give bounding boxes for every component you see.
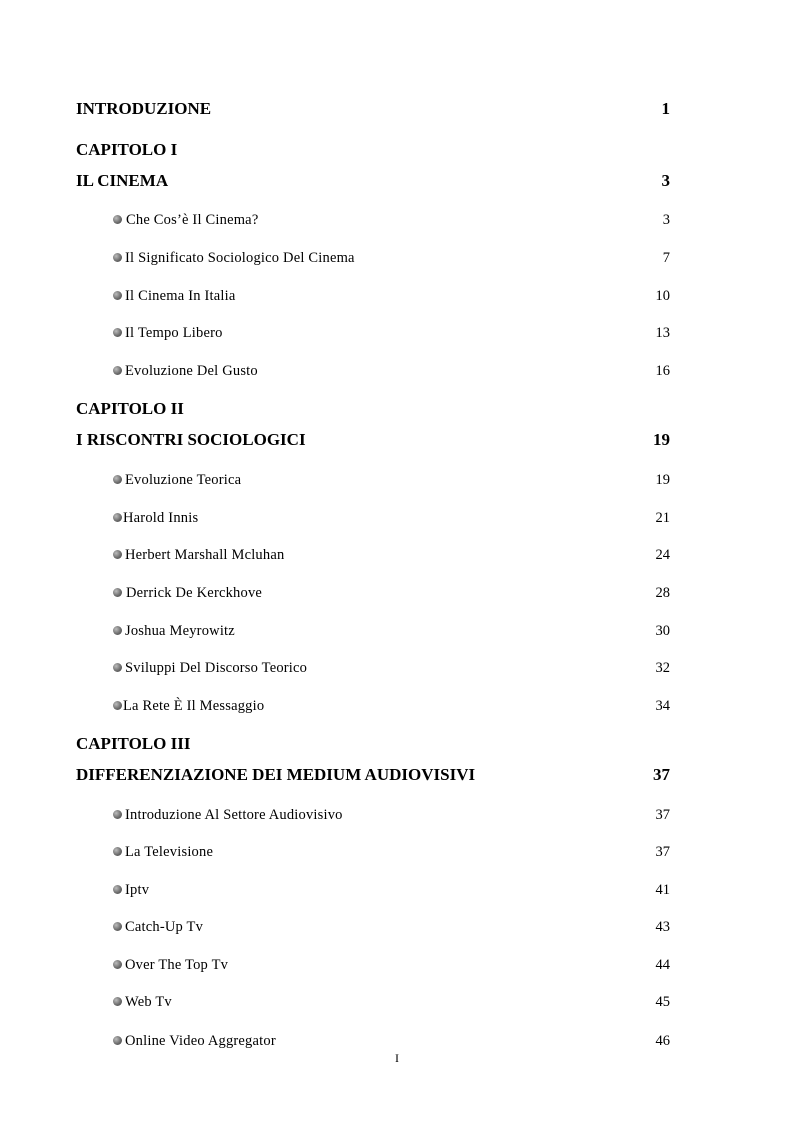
toc-entry-page: 44	[655, 957, 670, 973]
bullet-icon	[113, 253, 122, 262]
toc-entry-page: 10	[655, 288, 670, 304]
bullet-icon	[113, 997, 122, 1006]
bullet-icon	[113, 550, 122, 559]
toc-entry-page: 46	[655, 1033, 670, 1049]
toc-entry[interactable]	[0, 915, 794, 939]
toc-entry-page: 37	[655, 844, 670, 860]
toc-entry-page: 41	[655, 882, 670, 898]
toc-entry[interactable]	[0, 506, 794, 530]
toc-entry-page: 45	[655, 994, 670, 1010]
toc-entry-title: Web Tv	[125, 994, 172, 1010]
toc-entry-page: 37	[655, 807, 670, 823]
bullet-icon	[113, 626, 122, 635]
toc-chapter-3[interactable]	[0, 763, 794, 787]
toc-entry-page: 24	[655, 547, 670, 563]
toc-entry-page: 3	[662, 212, 670, 228]
toc-entry-page: 28	[655, 585, 670, 601]
toc-entry-page: 30	[655, 623, 670, 639]
toc-chapter-label	[0, 397, 794, 421]
toc-entry[interactable]	[0, 543, 794, 567]
toc-entry-title: Il Cinema In Italia	[125, 288, 236, 304]
toc-entry-page: 19	[655, 472, 670, 488]
toc-entry-page: 43	[655, 919, 670, 935]
toc-entry[interactable]	[0, 990, 794, 1014]
toc-entry-title: Iptv	[125, 882, 150, 898]
bullet-icon	[113, 475, 122, 484]
bullet-icon	[113, 1036, 122, 1045]
toc-entry[interactable]	[0, 208, 794, 232]
bullet-icon	[113, 291, 122, 300]
toc-entry-title: Herbert Marshall Mcluhan	[125, 547, 285, 563]
toc-entry-title: Il Significato Sociologico Del Cinema	[125, 250, 355, 266]
toc-entry-title: Derrick De Kerckhove	[126, 585, 263, 601]
toc-entry-title: Che Cos’è Il Cinema?	[126, 212, 259, 228]
chapter-3-label: CAPITOLO III	[76, 734, 191, 753]
toc-heading-title: INTRODUZIONE	[76, 99, 212, 118]
bullet-icon	[113, 960, 122, 969]
bullet-icon	[113, 215, 122, 224]
bullet-icon	[113, 513, 122, 522]
bullet-icon	[113, 366, 122, 375]
bullet-icon	[113, 701, 122, 710]
bullet-icon	[113, 847, 122, 856]
toc-entry-title: Il Tempo Libero	[125, 325, 223, 341]
chapter-1-label: CAPITOLO I	[76, 140, 178, 159]
toc-entry-title: Harold Innis	[123, 510, 199, 526]
toc-entry[interactable]	[0, 619, 794, 643]
toc-entry[interactable]	[0, 656, 794, 680]
toc-entry-title: Online Video Aggregator	[125, 1033, 276, 1049]
bullet-icon	[113, 588, 122, 597]
toc-entry-title: La Televisione	[125, 844, 214, 860]
footer-page-number: I	[395, 1051, 399, 1065]
toc-entry-title: Evoluzione Del Gusto	[125, 363, 258, 379]
bullet-icon	[113, 328, 122, 337]
toc-entry-page: 34	[655, 698, 670, 714]
toc-page-number: 19	[653, 430, 670, 449]
toc-entry[interactable]	[0, 878, 794, 902]
chapter-2-title: I RISCONTRI SOCIOLOGICI	[76, 430, 306, 449]
chapter-2-label: CAPITOLO II	[76, 399, 184, 418]
toc-chapter-label	[0, 732, 794, 756]
toc-page-number: 3	[661, 171, 670, 190]
toc-entry[interactable]	[0, 359, 794, 383]
toc-entry[interactable]	[0, 803, 794, 827]
toc-entry[interactable]	[0, 953, 794, 977]
toc-entry-page: 13	[655, 325, 670, 341]
toc-entry-title: La Rete È Il Messaggio	[123, 698, 265, 714]
toc-entry[interactable]	[0, 840, 794, 864]
toc-entry-page: 21	[655, 510, 670, 526]
toc-entry[interactable]	[0, 321, 794, 345]
toc-entry-page: 7	[662, 250, 670, 266]
toc-entry-title: Sviluppi Del Discorso Teorico	[125, 660, 308, 676]
toc-page-number: 37	[653, 765, 670, 784]
toc-introduzione[interactable]	[0, 97, 794, 121]
toc-entry[interactable]	[0, 468, 794, 492]
toc-entry-title: Catch-Up Tv	[125, 919, 204, 935]
toc-entry[interactable]	[0, 694, 794, 718]
toc-entry[interactable]	[0, 246, 794, 270]
toc-entry-title: Over The Top Tv	[125, 957, 229, 973]
chapter-1-title: IL CINEMA	[76, 171, 169, 190]
toc-chapter-1[interactable]	[0, 169, 794, 193]
toc-chapter-2[interactable]	[0, 428, 794, 452]
bullet-icon	[113, 885, 122, 894]
toc-entry[interactable]	[0, 284, 794, 308]
bullet-icon	[113, 663, 122, 672]
bullet-icon	[113, 922, 122, 931]
toc-entry[interactable]	[0, 581, 794, 605]
toc-entry-title: Joshua Meyrowitz	[125, 623, 235, 639]
toc-entry-title: Introduzione Al Settore Audiovisivo	[125, 807, 343, 823]
toc-chapter-label	[0, 138, 794, 162]
toc-entry-page: 32	[655, 660, 670, 676]
bullet-icon	[113, 810, 122, 819]
toc-page-number: 1	[661, 99, 670, 118]
chapter-3-title: DIFFERENZIAZIONE DEI MEDIUM AUDIOVISIVI	[76, 765, 476, 784]
toc-entry-title: Evoluzione Teorica	[125, 472, 242, 488]
toc-entry-page: 16	[655, 363, 670, 379]
